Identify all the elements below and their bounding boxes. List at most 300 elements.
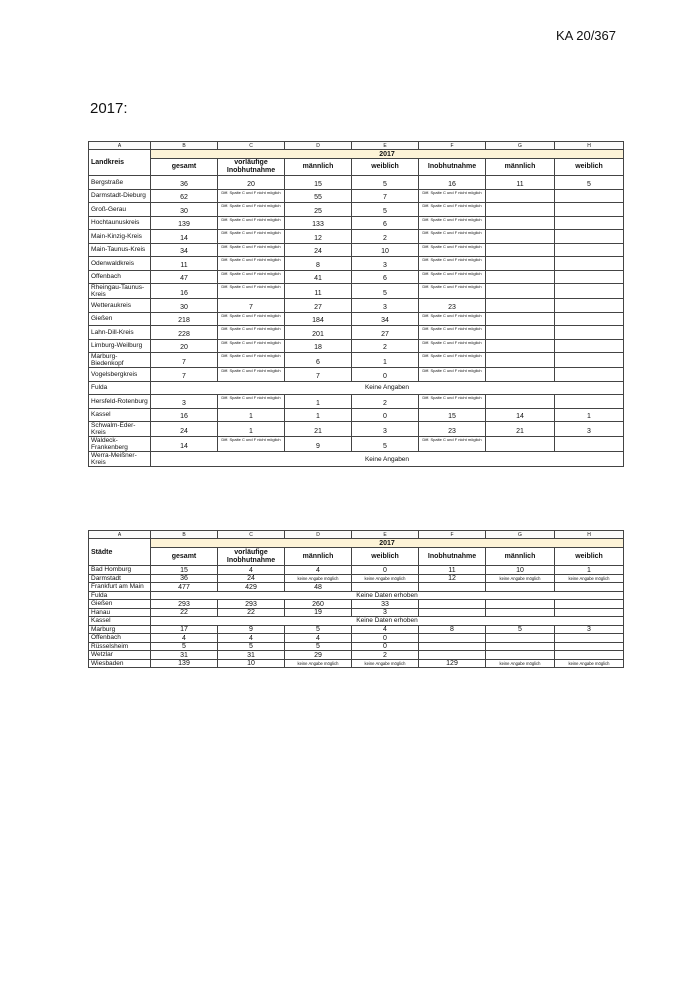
- cell-d: 6: [285, 353, 352, 368]
- cell-b: 47: [151, 270, 218, 284]
- cell-c: 4: [218, 566, 285, 575]
- cell-c: Diff. Spalte C und F nicht möglich: [218, 257, 285, 271]
- table-row: [89, 591, 624, 600]
- header-weiblich-2: weiblich: [555, 159, 624, 176]
- cell-e: 4: [352, 625, 419, 634]
- cell-g: [486, 395, 555, 409]
- cell-b: 36: [151, 176, 218, 190]
- table-row: [89, 230, 624, 244]
- cell-h: 5: [555, 176, 624, 190]
- table-row: [89, 566, 624, 575]
- table-row: [89, 408, 624, 422]
- year-heading: 2017:: [90, 100, 128, 117]
- cell-c: 22: [218, 608, 285, 617]
- cell-d: 201: [285, 326, 352, 340]
- cell-e: 33: [352, 600, 419, 609]
- cell-g: [486, 216, 555, 230]
- cell-h: [555, 583, 624, 592]
- row-label: Rheingau-Taunus-Kreis: [89, 284, 151, 299]
- row-label: Offenbach: [89, 270, 151, 284]
- cell-d: 4: [285, 634, 352, 643]
- row-label: Groß-Gerau: [89, 203, 151, 217]
- cell-f: Diff. Spalte C und F nicht möglich: [419, 216, 486, 230]
- document-id: KA 20/367: [556, 28, 616, 43]
- table-row: [89, 284, 624, 299]
- row-label: Odenwaldkreis: [89, 257, 151, 271]
- cell-h: 3: [555, 422, 624, 437]
- cell-d: 5: [285, 642, 352, 651]
- cell-b: 34: [151, 243, 218, 257]
- cell-h: [555, 203, 624, 217]
- cell-c: Diff. Spalte C und F nicht möglich: [218, 339, 285, 353]
- cell-e: 3: [352, 299, 419, 313]
- cell-f: [419, 642, 486, 651]
- cell-g: [486, 583, 555, 592]
- cell-b: 36: [151, 574, 218, 583]
- cell-d: 41: [285, 270, 352, 284]
- cell-f: 16: [419, 176, 486, 190]
- cell-c: Diff. Spalte C und F nicht möglich: [218, 203, 285, 217]
- cell-h: [555, 312, 624, 326]
- cell-h: 3: [555, 625, 624, 634]
- header-gesamt: gesamt: [151, 159, 218, 176]
- row-label: Fulda: [89, 591, 151, 600]
- cell-g: [486, 257, 555, 271]
- col-letter: C: [218, 142, 285, 150]
- col-letter: D: [285, 531, 352, 539]
- cell-b: 14: [151, 437, 218, 452]
- cell-h: keine Angabe möglich: [555, 574, 624, 583]
- cell-h: [555, 284, 624, 299]
- cell-g: [486, 230, 555, 244]
- row-label: Hanau: [89, 608, 151, 617]
- cell-g: 11: [486, 176, 555, 190]
- row-label: Lahn-Dill-Kreis: [89, 326, 151, 340]
- cell-f: Diff. Spalte C und F nicht möglich: [419, 284, 486, 299]
- table-row: [89, 574, 624, 583]
- cell-e: 0: [352, 368, 419, 382]
- cell-e: 34: [352, 312, 419, 326]
- table-row: [89, 339, 624, 353]
- table-row: [89, 203, 624, 217]
- cell-h: [555, 299, 624, 313]
- cell-f: 12: [419, 574, 486, 583]
- row-label: Kassel: [89, 408, 151, 422]
- cell-c: Diff. Spalte C und F nicht möglich: [218, 243, 285, 257]
- cell-f: Diff. Spalte C und F nicht möglich: [419, 353, 486, 368]
- table-row: [89, 625, 624, 634]
- cell-g: [486, 600, 555, 609]
- cell-e: 3: [352, 608, 419, 617]
- cell-f: Diff. Spalte C und F nicht möglich: [419, 189, 486, 203]
- cell-f: Diff. Spalte C und F nicht möglich: [419, 243, 486, 257]
- col-letter: D: [285, 142, 352, 150]
- cell-e: 7: [352, 189, 419, 203]
- col-letter: C: [218, 531, 285, 539]
- cell-h: 1: [555, 566, 624, 575]
- cell-b: 30: [151, 299, 218, 313]
- cell-c: 10: [218, 659, 285, 668]
- cell-e: 0: [352, 634, 419, 643]
- cell-e: 10: [352, 243, 419, 257]
- year-header: 2017: [151, 150, 624, 159]
- cell-g: [486, 651, 555, 660]
- cell-e: 5: [352, 284, 419, 299]
- cell-d: 24: [285, 243, 352, 257]
- cell-f: [419, 651, 486, 660]
- cell-c: Diff. Spalte C und F nicht möglich: [218, 437, 285, 452]
- cell-h: 1: [555, 408, 624, 422]
- cell-d: 11: [285, 284, 352, 299]
- cell-f: Diff. Spalte C und F nicht möglich: [419, 312, 486, 326]
- cell-d: 5: [285, 625, 352, 634]
- cell-f: Diff. Spalte C und F nicht möglich: [419, 437, 486, 452]
- cell-g: [486, 437, 555, 452]
- cell-d: 21: [285, 422, 352, 437]
- cell-c: 9: [218, 625, 285, 634]
- cell-h: [555, 642, 624, 651]
- cell-b: 15: [151, 566, 218, 575]
- cell-h: [555, 270, 624, 284]
- cell-g: [486, 634, 555, 643]
- cell-b: 218: [151, 312, 218, 326]
- cell-d: 48: [285, 583, 352, 592]
- cell-b: 139: [151, 216, 218, 230]
- cell-d: 1: [285, 408, 352, 422]
- header-vorlaeufige-inobhutnahme: vorläufige Inobhutnahme: [218, 159, 285, 176]
- cell-b: 22: [151, 608, 218, 617]
- header-inobhutnahme: Inobhutnahme: [419, 159, 486, 176]
- row-label: Offenbach: [89, 634, 151, 643]
- table-row: [89, 368, 624, 382]
- cell-c: 1: [218, 422, 285, 437]
- cell-h: [555, 230, 624, 244]
- cell-g: [486, 368, 555, 382]
- cell-e: keine Angabe möglich: [352, 574, 419, 583]
- cell-d: 18: [285, 339, 352, 353]
- cell-b: 5: [151, 642, 218, 651]
- cell-f: Diff. Spalte C und F nicht möglich: [419, 395, 486, 409]
- cell-h: [555, 634, 624, 643]
- cell-f: Diff. Spalte C und F nicht möglich: [419, 257, 486, 271]
- cell-h: [555, 608, 624, 617]
- row-label: Fulda: [89, 381, 151, 395]
- cell-b: 16: [151, 284, 218, 299]
- cell-g: keine Angabe möglich: [486, 574, 555, 583]
- header-weiblich: weiblich: [352, 159, 419, 176]
- cell-d: 260: [285, 600, 352, 609]
- cell-d: keine Angabe möglich: [285, 659, 352, 668]
- header-inobhutnahme: Inobhutnahme: [419, 548, 486, 566]
- cell-c: 20: [218, 176, 285, 190]
- row-label: Schwalm-Eder-Kreis: [89, 422, 151, 437]
- cell-d: 55: [285, 189, 352, 203]
- cell-h: [555, 600, 624, 609]
- table-row: [89, 651, 624, 660]
- cell-b: 62: [151, 189, 218, 203]
- row-label: Main-Taunus-Kreis: [89, 243, 151, 257]
- cell-d: 25: [285, 203, 352, 217]
- cell-d: 15: [285, 176, 352, 190]
- row-label: Hersfeld-Rotenburg: [89, 395, 151, 409]
- cell-d: 9: [285, 437, 352, 452]
- cell-g: [486, 270, 555, 284]
- cell-e: 6: [352, 216, 419, 230]
- table-row: [89, 326, 624, 340]
- table-row: [89, 422, 624, 437]
- cell-b: 139: [151, 659, 218, 668]
- header-weiblich: weiblich: [352, 548, 419, 566]
- cell-c: 7: [218, 299, 285, 313]
- table-row: [89, 381, 624, 395]
- cell-h: keine Angabe möglich: [555, 659, 624, 668]
- header-maennlich-2: männlich: [486, 548, 555, 566]
- cell-c: Diff. Spalte C und F nicht möglich: [218, 312, 285, 326]
- cell-d: 133: [285, 216, 352, 230]
- table-row: [89, 216, 624, 230]
- col-letter: F: [419, 531, 486, 539]
- cell-e: 1: [352, 353, 419, 368]
- cell-b: 20: [151, 339, 218, 353]
- merged-note-cell: Keine Angaben: [151, 452, 624, 467]
- cell-c: 24: [218, 574, 285, 583]
- cell-g: [486, 312, 555, 326]
- cell-f: 23: [419, 299, 486, 313]
- cell-d: 184: [285, 312, 352, 326]
- table-row: [89, 270, 624, 284]
- cell-h: [555, 651, 624, 660]
- cell-g: [486, 243, 555, 257]
- cell-f: Diff. Spalte C und F nicht möglich: [419, 230, 486, 244]
- table-row: [89, 437, 624, 452]
- merged-note-cell: Keine Angaben: [151, 381, 624, 395]
- col-letter: G: [486, 531, 555, 539]
- cell-f: 8: [419, 625, 486, 634]
- cell-e: 0: [352, 566, 419, 575]
- table-row: [89, 353, 624, 368]
- cell-c: Diff. Spalte C und F nicht möglich: [218, 368, 285, 382]
- cell-h: [555, 243, 624, 257]
- cell-g: [486, 339, 555, 353]
- cell-b: 477: [151, 583, 218, 592]
- col-letter: E: [352, 142, 419, 150]
- row-label: Frankfurt am Main: [89, 583, 151, 592]
- cell-e: 5: [352, 437, 419, 452]
- cell-f: [419, 634, 486, 643]
- row-label: Wetzlar: [89, 651, 151, 660]
- cell-g: keine Angabe möglich: [486, 659, 555, 668]
- header-maennlich: männlich: [285, 548, 352, 566]
- cell-b: 30: [151, 203, 218, 217]
- cell-d: 1: [285, 395, 352, 409]
- cell-e: [352, 583, 419, 592]
- table-row: [89, 659, 624, 668]
- cell-h: [555, 326, 624, 340]
- row-label: Hochtaunuskreis: [89, 216, 151, 230]
- cell-g: [486, 203, 555, 217]
- cell-f: Diff. Spalte C und F nicht möglich: [419, 339, 486, 353]
- staedte-table-body: [89, 566, 624, 668]
- cell-d: 4: [285, 566, 352, 575]
- col-letter: H: [555, 142, 624, 150]
- row-label: Limburg-Weilburg: [89, 339, 151, 353]
- staedte-table: [88, 530, 624, 668]
- cell-b: 16: [151, 408, 218, 422]
- cell-g: [486, 326, 555, 340]
- cell-g: [486, 642, 555, 651]
- table-row: [89, 608, 624, 617]
- col-letter: E: [352, 531, 419, 539]
- cell-e: 5: [352, 176, 419, 190]
- cell-h: [555, 216, 624, 230]
- column-letter-row: [89, 531, 624, 539]
- cell-f: 129: [419, 659, 486, 668]
- cell-e: 2: [352, 395, 419, 409]
- cell-f: Diff. Spalte C und F nicht möglich: [419, 326, 486, 340]
- cell-f: Diff. Spalte C und F nicht möglich: [419, 368, 486, 382]
- cell-b: 293: [151, 600, 218, 609]
- table-row: [89, 642, 624, 651]
- cell-h: [555, 339, 624, 353]
- cell-g: 10: [486, 566, 555, 575]
- col-letter: B: [151, 531, 218, 539]
- landkreis-table-body: [89, 176, 624, 467]
- col-letter: H: [555, 531, 624, 539]
- cell-e: 0: [352, 408, 419, 422]
- row-label: Marburg: [89, 625, 151, 634]
- cell-f: Diff. Spalte C und F nicht möglich: [419, 203, 486, 217]
- row-label: Bad Homburg: [89, 566, 151, 575]
- cell-g: 5: [486, 625, 555, 634]
- cell-b: 14: [151, 230, 218, 244]
- row-label: Kassel: [89, 617, 151, 626]
- cell-e: 3: [352, 257, 419, 271]
- landkreis-header: Landkreis: [89, 150, 151, 176]
- col-letter: B: [151, 142, 218, 150]
- table-row: [89, 312, 624, 326]
- cell-f: [419, 608, 486, 617]
- cell-c: Diff. Spalte C und F nicht möglich: [218, 216, 285, 230]
- cell-f: [419, 583, 486, 592]
- cell-b: 7: [151, 368, 218, 382]
- row-label: Bergstraße: [89, 176, 151, 190]
- cell-e: 3: [352, 422, 419, 437]
- cell-g: [486, 284, 555, 299]
- cell-d: 8: [285, 257, 352, 271]
- cell-f: Diff. Spalte C und F nicht möglich: [419, 270, 486, 284]
- row-label: Gießen: [89, 600, 151, 609]
- cell-c: Diff. Spalte C und F nicht möglich: [218, 326, 285, 340]
- col-letter: A: [89, 142, 151, 150]
- cell-b: 24: [151, 422, 218, 437]
- row-label: Vogelsbergkreis: [89, 368, 151, 382]
- cell-c: Diff. Spalte C und F nicht möglich: [218, 395, 285, 409]
- row-label: Darmstadt-Dieburg: [89, 189, 151, 203]
- cell-g: [486, 189, 555, 203]
- row-label: Werra-Meißner-Kreis: [89, 452, 151, 467]
- cell-h: [555, 395, 624, 409]
- cell-c: Diff. Spalte C und F nicht möglich: [218, 230, 285, 244]
- row-label: Wiesbaden: [89, 659, 151, 668]
- table-row: [89, 617, 624, 626]
- cell-f: 15: [419, 408, 486, 422]
- cell-c: Diff. Spalte C und F nicht möglich: [218, 189, 285, 203]
- cell-f: 23: [419, 422, 486, 437]
- cell-c: 429: [218, 583, 285, 592]
- cell-d: 29: [285, 651, 352, 660]
- cell-b: 3: [151, 395, 218, 409]
- col-letter: F: [419, 142, 486, 150]
- row-label: Gießen: [89, 312, 151, 326]
- cell-e: 0: [352, 642, 419, 651]
- staedte-header: Städte: [89, 539, 151, 566]
- cell-g: [486, 299, 555, 313]
- merged-note-cell: Keine Daten erhoben: [151, 617, 624, 626]
- header-maennlich-2: männlich: [486, 159, 555, 176]
- table-row: [89, 395, 624, 409]
- cell-c: 1: [218, 408, 285, 422]
- cell-h: [555, 437, 624, 452]
- header-weiblich-2: weiblich: [555, 548, 624, 566]
- row-label: Darmstadt: [89, 574, 151, 583]
- cell-c: 293: [218, 600, 285, 609]
- cell-b: 7: [151, 353, 218, 368]
- row-label: Marburg-Biedenkopf: [89, 353, 151, 368]
- cell-d: 19: [285, 608, 352, 617]
- header-vorlaeufige-inobhutnahme: vorläufige Inobhutnahme: [218, 548, 285, 566]
- cell-d: 12: [285, 230, 352, 244]
- table-row: [89, 257, 624, 271]
- table-row: [89, 299, 624, 313]
- table-row: [89, 176, 624, 190]
- cell-c: 31: [218, 651, 285, 660]
- cell-b: 31: [151, 651, 218, 660]
- cell-b: 228: [151, 326, 218, 340]
- year-header: 2017: [151, 539, 624, 548]
- cell-d: keine Angabe möglich: [285, 574, 352, 583]
- cell-b: 17: [151, 625, 218, 634]
- row-label: Waldeck-Frankenberg: [89, 437, 151, 452]
- header-maennlich: männlich: [285, 159, 352, 176]
- cell-h: [555, 257, 624, 271]
- cell-f: [419, 600, 486, 609]
- table-row: [89, 583, 624, 592]
- cell-e: 27: [352, 326, 419, 340]
- cell-e: keine Angabe möglich: [352, 659, 419, 668]
- cell-d: 7: [285, 368, 352, 382]
- cell-g: [486, 608, 555, 617]
- cell-e: 6: [352, 270, 419, 284]
- table-row: [89, 243, 624, 257]
- cell-c: Diff. Spalte C und F nicht möglich: [218, 353, 285, 368]
- column-letter-row: [89, 142, 624, 150]
- cell-e: 2: [352, 339, 419, 353]
- cell-c: 5: [218, 642, 285, 651]
- table-row: [89, 600, 624, 609]
- cell-g: [486, 353, 555, 368]
- merged-note-cell: Keine Daten erhoben: [151, 591, 624, 600]
- col-letter: A: [89, 531, 151, 539]
- cell-c: Diff. Spalte C und F nicht möglich: [218, 284, 285, 299]
- row-label: Wetteraukreis: [89, 299, 151, 313]
- cell-e: 2: [352, 230, 419, 244]
- cell-g: 21: [486, 422, 555, 437]
- cell-d: 27: [285, 299, 352, 313]
- cell-b: 4: [151, 634, 218, 643]
- header-gesamt: gesamt: [151, 548, 218, 566]
- cell-c: Diff. Spalte C und F nicht möglich: [218, 270, 285, 284]
- row-label: Rüsselsheim: [89, 642, 151, 651]
